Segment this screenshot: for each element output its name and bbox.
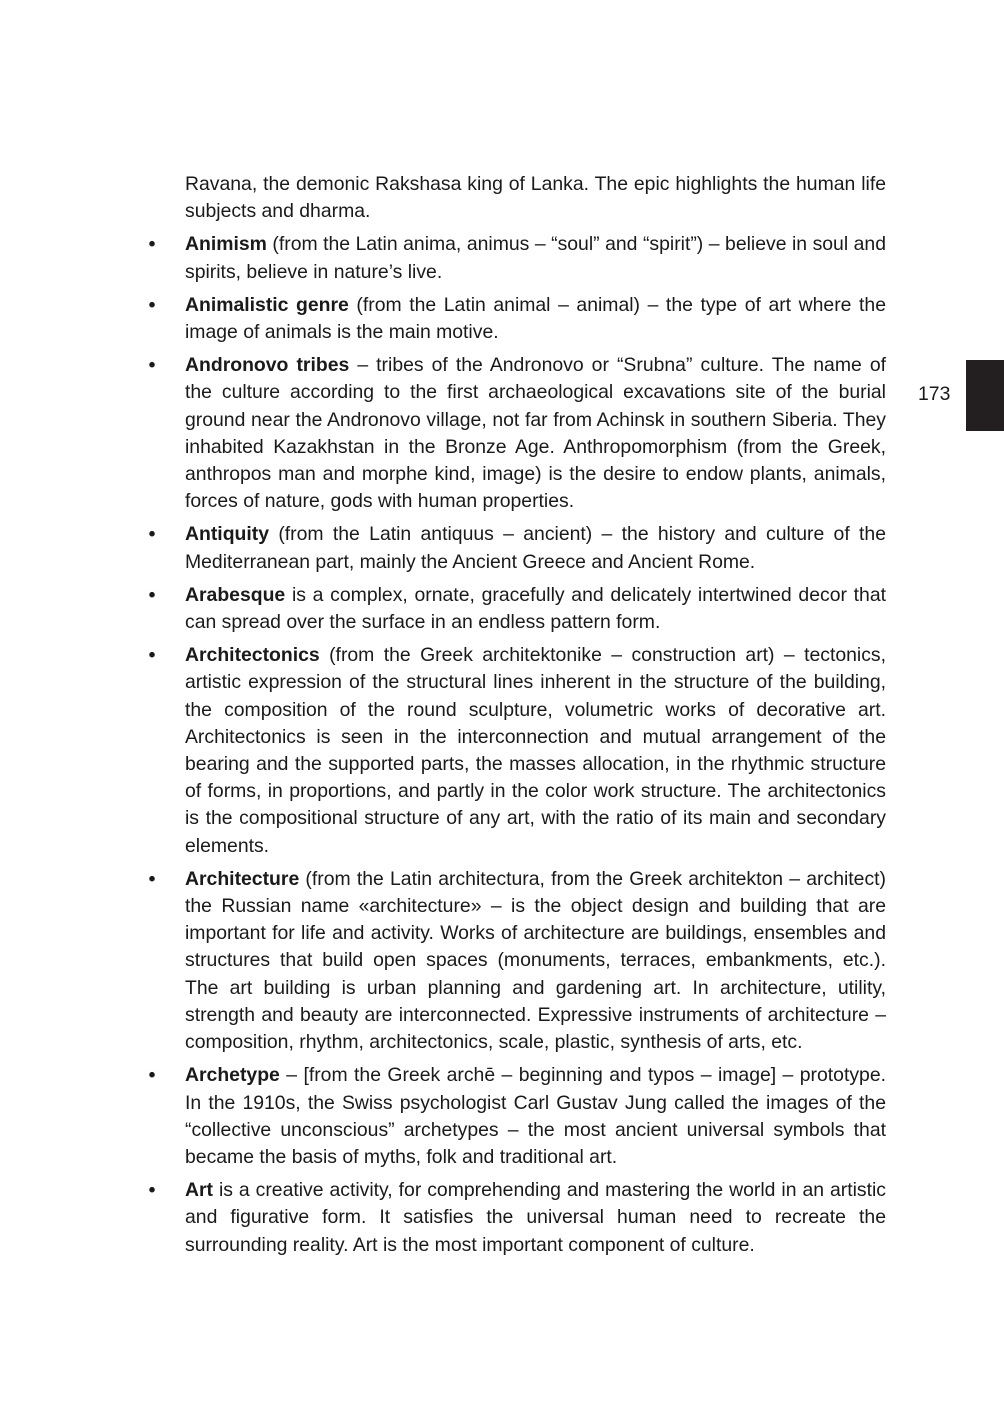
- glossary-list: [148, 231, 886, 1258]
- glossary-entry: [148, 352, 886, 515]
- glossary-definition: (from the Latin animal – animal) – the type of art where the image of animals is the main motive.: [185, 293, 886, 344]
- glossary-definition: – tribes of the Andronovo or “Srubna” culture. The name of the culture according to the first archaeological excavations site of the burial ground near the Andronovo village, not far from Achinsk in southern Siberia. They inhabited Kazakhstan in the Bronze Age. Anthropomorphism (from the Greek, anthropos man and morphe kind, image) is the desire to endow plants, animals, forces of nature, gods with human properties.: [185, 354, 886, 513]
- glossary-term: Andronovo tribes: [185, 354, 350, 377]
- glossary-term: Arabesque: [185, 583, 286, 606]
- glossary-definition: (from the Latin anima, animus – “soul” and “spirit”) – believe in soul and spirits, believe in nature’s live.: [185, 233, 886, 283]
- bullet-icon: •: [148, 1179, 156, 1202]
- glossary-entry: [148, 1177, 886, 1259]
- glossary-definition: (from the Latin architectura, from the Greek architekton – architect) the Russian name «architecture» – is the object design and building that are important for life and activity. Works of architecture are buildings, ensembles and structures that build open spaces (monuments, terraces, embankments, etc.). The art building is urban planning and gardening art. In architecture, utility, strength and beauty are interconnected. Expressive instruments of architecture – composition, rhythm, architectonics, scale, plastic, synthesis of arts, etc.: [185, 867, 886, 1054]
- page-number: 173: [918, 383, 951, 405]
- bullet-icon: •: [148, 233, 156, 256]
- glossary-term: Archetype: [185, 1064, 280, 1087]
- thumb-index-tab: [966, 360, 1004, 431]
- glossary-term: Animalistic genre: [185, 293, 349, 316]
- glossary-definition: is a complex, ornate, gracefully and delicately intertwined decor that can spread over the surface in an endless pattern form.: [185, 583, 886, 634]
- bullet-icon: •: [148, 1064, 156, 1087]
- glossary-entry: [148, 521, 886, 575]
- bullet-icon: •: [148, 867, 156, 890]
- glossary-term: Art: [185, 1179, 214, 1202]
- bullet-icon: •: [148, 523, 156, 546]
- bullet-icon: •: [148, 354, 156, 377]
- glossary-definition: (from the Latin antiquus – ancient) – the history and culture of the Mediterranean part, mainly the Ancient Greece and Ancient Rome.: [185, 523, 886, 573]
- glossary-entry: [148, 231, 886, 285]
- glossary-term: Architectonics: [185, 644, 320, 667]
- continuation-paragraph: Ravana, the demonic Rakshasa king of Lanka. The epic highlights the human life subjects and dharma.: [185, 173, 886, 223]
- glossary-definition: is a creative activity, for comprehending and mastering the world in an artistic and figurative form. It satisfies the universal human need to recreate the surrounding reality. Art is the most important component of culture.: [185, 1179, 886, 1256]
- glossary-definition: – [from the Greek archē – beginning and typos – image] – prototype. In the 1910s, the Swiss psychologist Carl Gustav Jung called the images of the “collective unconscious” archetypes – the most ancient universal symbols that became the basis of myths, folk and traditional art.: [185, 1064, 886, 1168]
- glossary-term: Architecture: [185, 867, 300, 890]
- bullet-icon: •: [148, 583, 156, 606]
- glossary-entry: [148, 1062, 886, 1171]
- glossary-entry: [148, 642, 886, 860]
- glossary-entry: [148, 582, 886, 636]
- bullet-icon: •: [148, 293, 156, 316]
- glossary-entry: [148, 866, 886, 1056]
- bullet-icon: •: [148, 644, 156, 667]
- page-body: [148, 171, 886, 1265]
- glossary-entry: [148, 292, 886, 346]
- glossary-definition: (from the Greek architektonike – construction art) – tectonics, artistic expression of the structural lines inherent in the structure of the building, the composition of the round sculpture, volumetric works of decorative art. Architectonics is seen in the interconnection and mutual arrangement of the bearing and the supported parts, the masses allocation, in the rhythmic structure of forms, in proportions, and partly in the color work structure. The architectonics is the compositional structure of any art, with the ratio of its main and secondary elements.: [185, 644, 886, 857]
- glossary-term: Antiquity: [185, 523, 270, 546]
- glossary-term: Animism: [185, 233, 267, 256]
